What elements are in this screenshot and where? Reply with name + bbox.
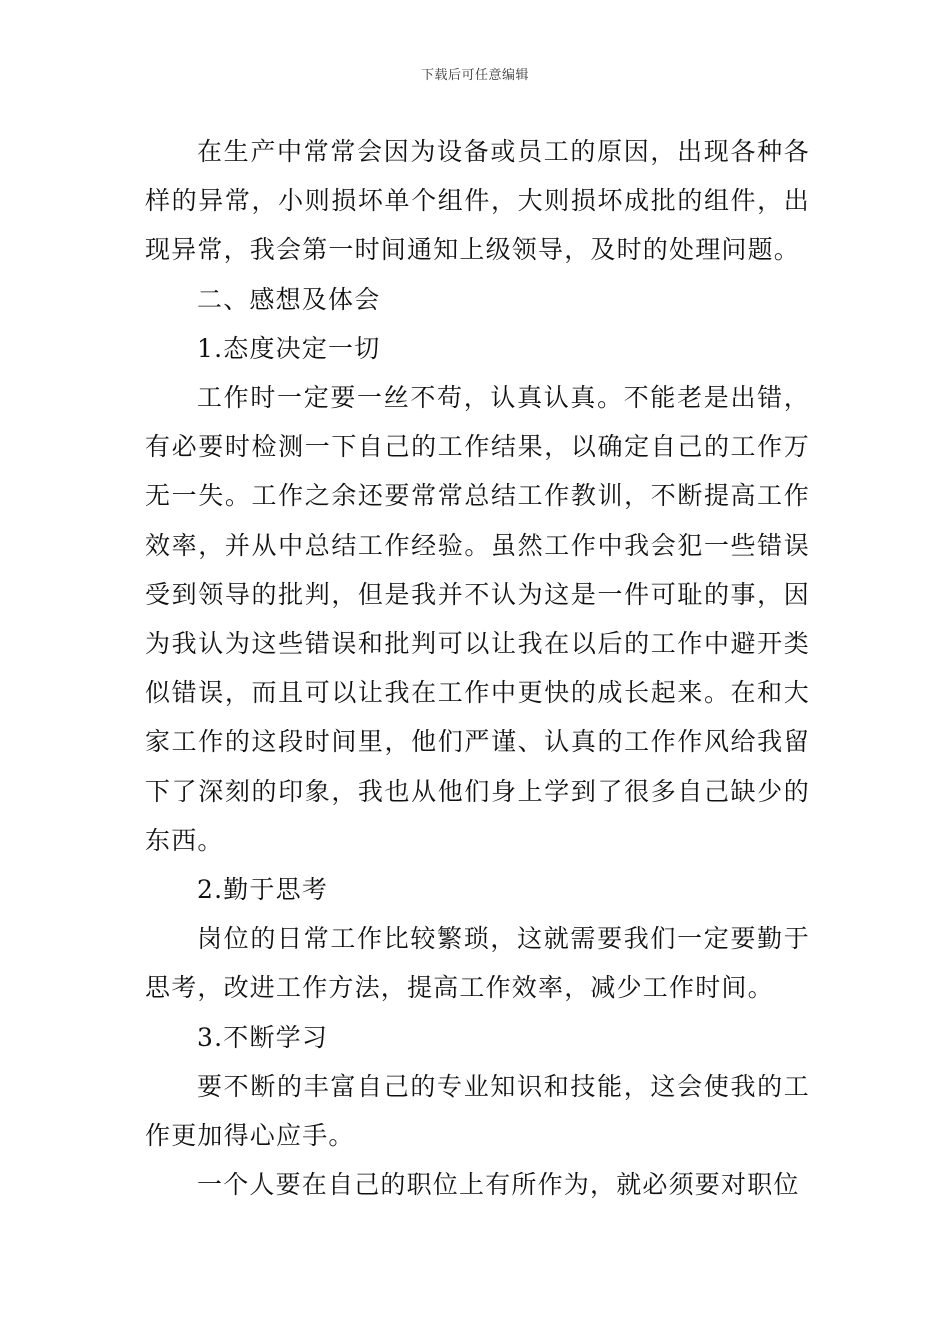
header-note: 下载后可任意编辑 bbox=[420, 68, 529, 83]
paragraph-exceptions: 在生产中常常会因为设备或员工的原因，出现各种各样的异常，小则损坏单个组件，大则损坏成批的组件，出现异常，我会第一时间通知上级领导，及时的处理问题。 bbox=[145, 137, 810, 265]
subheading-attitude: 1.态度决定一切 bbox=[197, 333, 381, 363]
subheading-thinking: 2.勤于思考 bbox=[197, 875, 329, 905]
paragraph-attitude: 工作时一定要一丝不苟，认真认真。不能老是出错，有必要时检测一下自己的工作结果，以确定自己的工作万无一失。工作之余还要常常总结工作教训，不断提高工作效率，并从中总结工作经验。虽然工作中我会犯一些错误受到领导的批判，但是我并不认为这是一件可耻的事，因为我认为这些错误和批判可以让我在以后的工作中避开类似错误，而且可以让我在工作中更快的成长起来。在和大家工作的这段时间里，他们严谨、认真的工作作风给我留下了深刻的印象，我也从他们身上学到了很多自己缺少的东西。 bbox=[145, 383, 810, 855]
paragraph-position: 一个人要在自己的职位上有所作为，就必须要对职位 bbox=[197, 1170, 800, 1200]
paragraph-thinking: 岗位的日常工作比较繁琐，这就需要我们一定要勤于思考，改进工作方法，提高工作效率，减少工作时间。 bbox=[145, 924, 810, 1003]
subheading-learning: 3.不断学习 bbox=[197, 1022, 329, 1052]
paragraph-learning: 要不断的丰富自己的专业知识和技能，这会使我的工作更加得心应手。 bbox=[145, 1071, 810, 1151]
section-heading-reflections: 二、感想及体会 bbox=[197, 284, 381, 314]
document-body bbox=[145, 127, 810, 1209]
